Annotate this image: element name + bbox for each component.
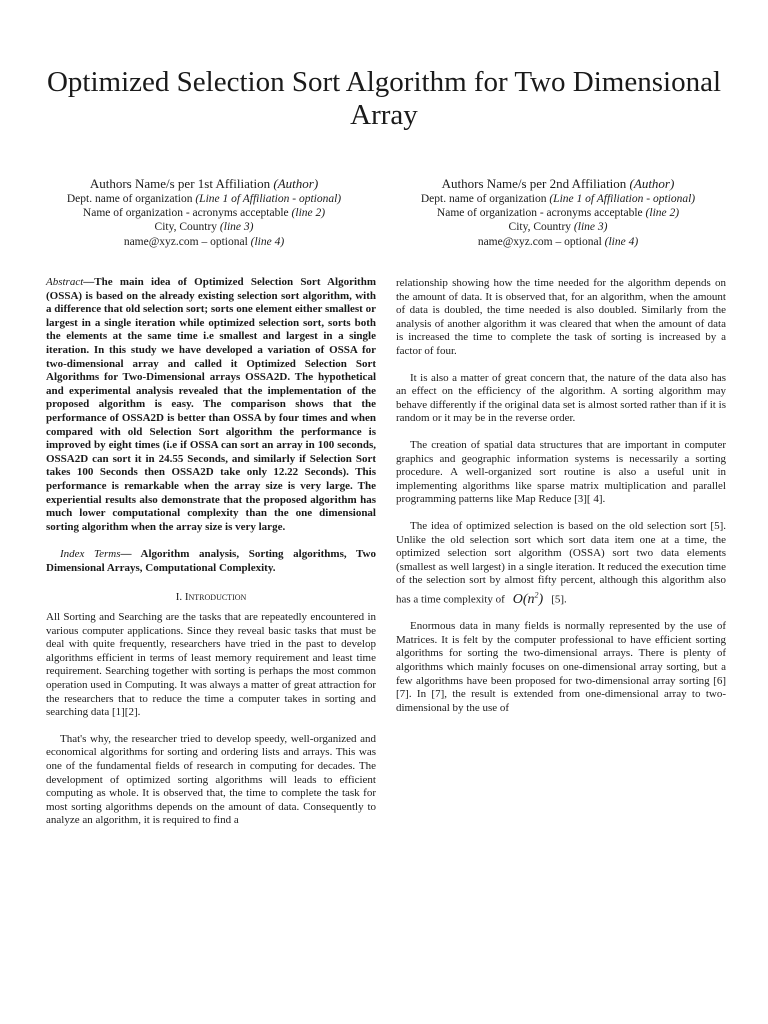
author-dept: Dept. name of organization (Line 1 of Affiliation - optional) [66,193,342,205]
index-terms [46,548,376,575]
paragraph: relationship showing how the time needed for the algorithm depends on the amount of data. It is observed that, for an algorithm, when the amount of data is doubled, the time needed is also doubled. Similarly from the analysis of another algorithm it was cleared that when the amount of data is increased the time to complete the task of sorting is increased by a factor of four. [396,277,726,357]
author-org: Name of organization - acronyms acceptable (line 2) [436,207,680,220]
abstract-lead: Abstract [46,276,84,288]
author-name: Authors Name/s per 1st Affiliation (Author) [89,176,319,191]
paragraph: All Sorting and Searching are the tasks that are repeatedly encountered in various computer applications. Since they reveal basic tasks that must be deal with quite frequently, researchers have tried in the past to develop algorithms efficient in terms of least memory requirement and least time requirement. Searching together with sorting is perhaps the most common operation used in Computing. It was always a matter of great attraction for the researchers that to reduce the time a computer takes in sorting and searching data [1][2]. [46,611,376,719]
paragraph: That's why, the researcher tried to develop speedy, well-organized and economical algorithms for sorting and ordering lists and arrays. This was one of the fundamental fields of research in computing for decades. The development of optimized sorting algorithms will leads to efficient computing as whole. It is observed that, the time to complete the task for most sorting algorithms depends on the amount of data. Consequently to analyze an algorithm, it is required to find a [46,732,376,827]
author-email: name@xyz.com – optional (line 4) [477,235,639,248]
paper-title: Optimized Selection Sort Algorithm for Two Dimensional Array [46,66,722,131]
author-city: City, Country (line 3) [154,221,254,234]
author-city: City, Country (line 3) [508,221,608,234]
left-column [46,276,376,841]
index-terms-lead: Index Terms [60,548,121,561]
right-column [396,277,726,728]
author-block-2 [398,176,718,249]
author-block-1 [44,176,364,249]
abstract [46,276,376,534]
paragraph: The creation of spatial data structures that are important in computer graphics and geographic information systems is necessarily a sorting procedure. A well-organized sort routine is also a useful unit in implementing algorithms like sparse matrix multiplication and parallel programming patterns like Map Reduce [3][ 4]. [396,438,726,506]
paragraph: It is also a matter of great concern that, the nature of the data also has an effect on the efficiency of the algorithm. A sorting algorithm may behave differently if the original data set is almost sorted rather than if it is random or it may be in the reverse order. [396,371,726,425]
author-name: Authors Name/s per 2nd Affiliation (Author) [441,176,675,191]
author-org: Name of organization - acronyms acceptable (line 2) [82,207,326,220]
author-dept: Dept. name of organization (Line 1 of Affiliation - optional) [420,193,696,205]
section-heading: I. Introduction [175,591,247,604]
abstract-text: —The main idea of Optimized Selection Sort Algorithm (OSSA) is based on the already existing selection sort algorithm, with a difference that old selection sort; sorts one element either smallest or largest in a single iteration while optimized selection sort, sorts both the elements at the same time i.e smallest and largest in a single iteration. In this study we have developed a variation of OSSA for two-dimensional array and called it Optimized Selection Sort Algorithms for Two-Dimensional arrays OSSA2D. The hypothetical and experimental analysis revealed that the implementation of the proposed algorithm is easy. The comparison shows that the performance of OSSA2D is better than OSSA by four times and when compared with old Selection Sort algorithm the performance is improved by eight times (i.e if OSSA can sort an array in 100 seconds, OSSA2D can sort it in 24.55 Seconds, and similarly if Selection Sort takes 100 Seconds then OSSA2D take only 12.22 Seconds). This performance is remarkable when the array size is very large. The experiential results also demonstrate that the proposed algorithm has much lower computational complexity than the one dimensional sorting algorithm when the array size is very large. [46,276,376,533]
complexity-formula: $O(n^2)$ [512,589,544,607]
paragraph: Enormous data in many fields is normally represented by the use of Matrices. It is felt by the computer professional to have efficient sorting algorithms for sorting the two-dimensional arrays. There is plenty of algorithms which mainly focuses on one-dimensional array sorting, but a few algorithms have been proposed for two-dimensional array sorting [6][7]. In [7], the result is extended from one-dimensional array to two-dimensional by the use of [396,620,726,714]
index-terms-text: — Algorithm analysis, Sorting algorithms, Two Dimensional Arrays, Computational Complexity. [46,548,376,574]
paragraph-optimized-selection: The idea of optimized selection is based on the old selection sort [5]. Unlike the old selection sort which sort data item one at a time, the optimized selection sort algorithm (OSSA) sort two data elements (smallest as well largest) in a single iteration. It reduced the execution time of the selection sort by almost fifty percent, although this algorithm also has a time complexity of $O(n^2)$ [5]. [396,519,726,607]
author-email: name@xyz.com – optional (line 4) [123,235,285,248]
